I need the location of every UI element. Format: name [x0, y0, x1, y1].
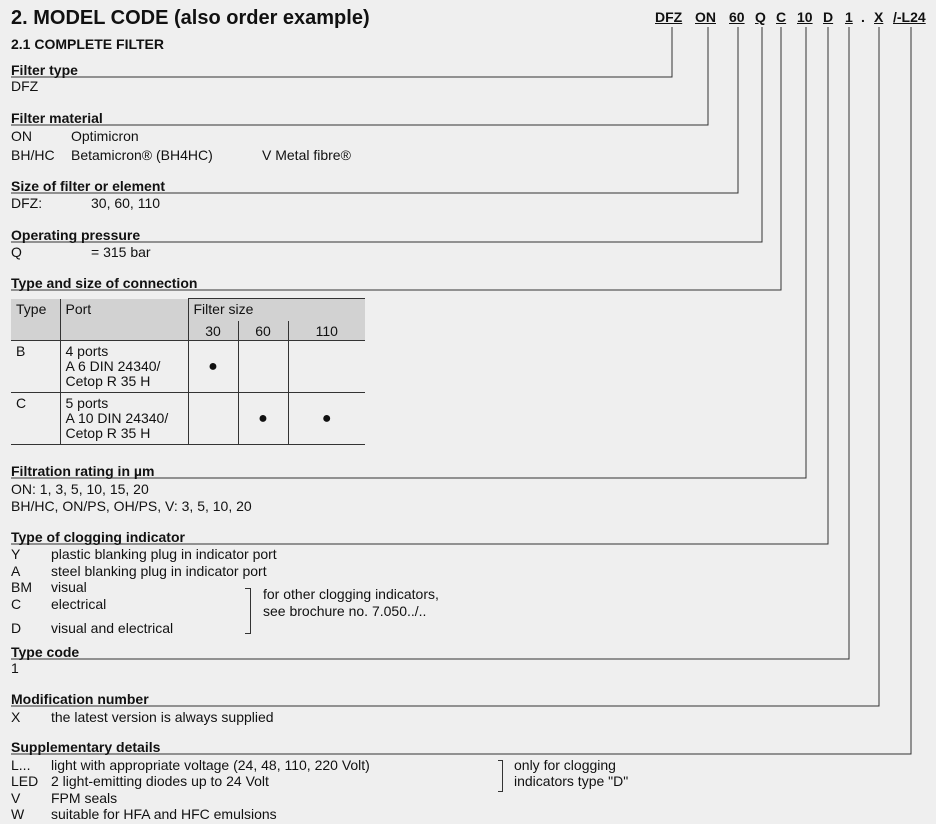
port-line: 5 ports — [65, 395, 109, 411]
indicator-code: Y — [11, 546, 21, 562]
size-heading: Size of filter or element — [11, 178, 166, 194]
port-line: A 6 DIN 24340/ — [65, 358, 161, 374]
indicator-desc: visual and electrical — [51, 620, 174, 636]
mark-b-30: ● — [188, 341, 238, 393]
row-port — [60, 393, 188, 445]
code-pressure: Q — [755, 9, 766, 25]
indicator-code: BM — [11, 579, 32, 595]
leader-filter-type — [11, 27, 672, 77]
code-supplementary: /-L24 — [893, 9, 926, 25]
type-code-value: 1 — [11, 660, 19, 676]
code-indicator: D — [823, 9, 834, 25]
connection-heading: Type and size of connection — [11, 275, 198, 291]
port-line: Cetop R 35 H — [65, 373, 151, 389]
rating-heading: Filtration rating in µm — [11, 463, 155, 479]
port-line: 4 ports — [65, 343, 109, 359]
type-code-heading: Type code — [11, 644, 80, 660]
indicator-code: C — [11, 596, 22, 612]
code-type: 1 — [845, 9, 853, 25]
material-desc: Betamicron® (BH4HC) — [71, 147, 213, 163]
size-col-60: 60 — [238, 321, 288, 341]
port-line: Cetop R 35 H — [65, 425, 151, 441]
col-port-header: Port — [60, 299, 188, 341]
size-col-110: 110 — [288, 321, 365, 341]
indicator-desc: plastic blanking plug in indicator port — [51, 546, 277, 562]
indicator-heading: Type of clogging indicator — [11, 529, 185, 545]
indicator-code: A — [11, 563, 21, 579]
supplementary-desc: 2 light-emitting diodes up to 24 Volt — [51, 773, 269, 789]
indicator-desc: electrical — [51, 596, 107, 612]
mark-b-60 — [238, 341, 288, 393]
filter-type-heading: Filter type — [11, 62, 78, 78]
modification-heading: Modification number — [11, 691, 149, 707]
code-on: ON — [695, 9, 716, 25]
modification-code: X — [11, 709, 21, 725]
size-col-30: 30 — [188, 321, 238, 341]
size-value: 30, 60, 110 — [91, 195, 161, 211]
supplementary-code: L... — [11, 757, 31, 773]
indicator-note-2: see brochure no. 7.050../.. — [263, 603, 427, 619]
rating-line-2: BH/HC, ON/PS, OH/PS, V: 3, 5, 10, 20 — [11, 498, 252, 514]
indicator-code: D — [11, 620, 22, 636]
material-code: BH/HC — [11, 147, 55, 163]
connection-table — [11, 298, 365, 445]
mark-c-30 — [188, 393, 238, 445]
mark-b-110 — [288, 341, 365, 393]
supplementary-desc: light with appropriate voltage (24, 48, 110, 220 Volt) — [51, 757, 370, 773]
page-title: 2. MODEL CODE (also order example) — [11, 7, 370, 29]
supplementary-desc: FPM seals — [51, 790, 118, 806]
indicator-desc: visual — [51, 579, 87, 595]
supplementary-code: V — [11, 790, 21, 806]
material-desc: Optimicron — [71, 128, 139, 144]
indicator-desc: steel blanking plug in indicator port — [51, 563, 267, 579]
code-connection: C — [776, 9, 787, 25]
row-type: B — [11, 341, 60, 393]
mark-c-60: ● — [238, 393, 288, 445]
rating-line-1: ON: 1, 3, 5, 10, 15, 20 — [11, 481, 149, 497]
code-rating: 10 — [797, 9, 813, 25]
size-label: DFZ: — [11, 195, 43, 211]
row-type: C — [11, 393, 60, 445]
supplementary-note-2: indicators type "D" — [514, 773, 629, 789]
pressure-heading: Operating pressure — [11, 227, 141, 243]
filter-type-value: DFZ — [11, 78, 39, 94]
code-size: 60 — [729, 9, 745, 25]
material-code: ON — [11, 128, 32, 144]
supplementary-heading: Supplementary details — [11, 739, 161, 755]
pressure-value: = 315 bar — [91, 244, 151, 260]
indicator-note-1: for other clogging indicators, — [263, 586, 439, 602]
filter-material-heading: Filter material — [11, 110, 103, 126]
supplementary-code: LED — [11, 773, 39, 789]
material-extra: V Metal fibre® — [262, 147, 351, 163]
code-dfz: DFZ — [655, 9, 683, 25]
port-line: A 10 DIN 24340/ — [65, 410, 169, 426]
indicator-bracket — [245, 588, 251, 634]
code-modification: X — [874, 9, 884, 25]
mark-c-110: ● — [288, 393, 365, 445]
col-size-header: Filter size — [188, 299, 365, 321]
pressure-code: Q — [11, 244, 22, 260]
code-separator: . — [861, 9, 865, 25]
supplementary-code: W — [11, 806, 25, 822]
supplementary-bracket — [498, 760, 503, 792]
supplementary-note-1: only for clogging — [514, 757, 616, 773]
page-subtitle: 2.1 COMPLETE FILTER — [11, 36, 164, 52]
row-port — [60, 341, 188, 393]
col-type-header: Type — [11, 299, 60, 341]
supplementary-desc: suitable for HFA and HFC emulsions — [51, 806, 277, 822]
modification-desc: the latest version is always supplied — [51, 709, 274, 725]
